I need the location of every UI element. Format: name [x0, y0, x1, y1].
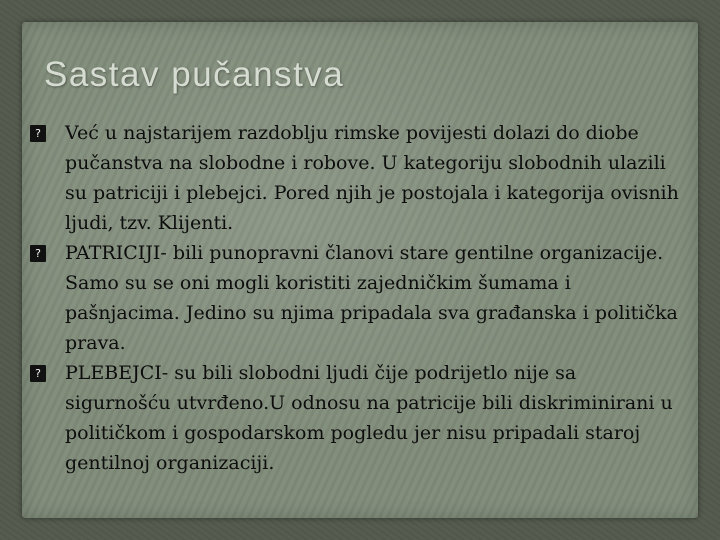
missing-glyph-icon: ? — [30, 245, 46, 262]
bullet-item — [30, 358, 680, 478]
missing-glyph-icon: ? — [30, 365, 46, 382]
slide-body — [30, 118, 680, 478]
missing-glyph-icon: ? — [30, 125, 46, 142]
bullet-text: PATRICIJI- bili punopravni članovi stare gentilne organizacije. Samo su se oni mogli koristiti zajedničkim šumama i pašnjacima. Jedino su njima pripadala sva građanska i politička prava. — [65, 242, 678, 354]
slide-title: Sastav pučanstva — [44, 55, 345, 94]
bullet-item — [30, 238, 680, 358]
bullet-text: Već u najstarijem razdoblju rimske povijesti dolazi do diobe pučanstva na slobodne i robove. U kategoriju slobodnih ulazili su patriciji i plebejci. Pored njih je postojala i kategorija ovisnih ljudi, tzv. Klijenti. — [65, 122, 679, 234]
bullet-item — [30, 118, 680, 238]
bullet-text: PLEBEJCI- su bili slobodni ljudi čije podrijetlo nije sa sigurnošću utvrđeno.U odnosu na patricije bili diskriminirani u političkom i gospodarskom pogledu jer nisu pripadali staroj gentilnoj organizaciji. — [65, 362, 673, 474]
